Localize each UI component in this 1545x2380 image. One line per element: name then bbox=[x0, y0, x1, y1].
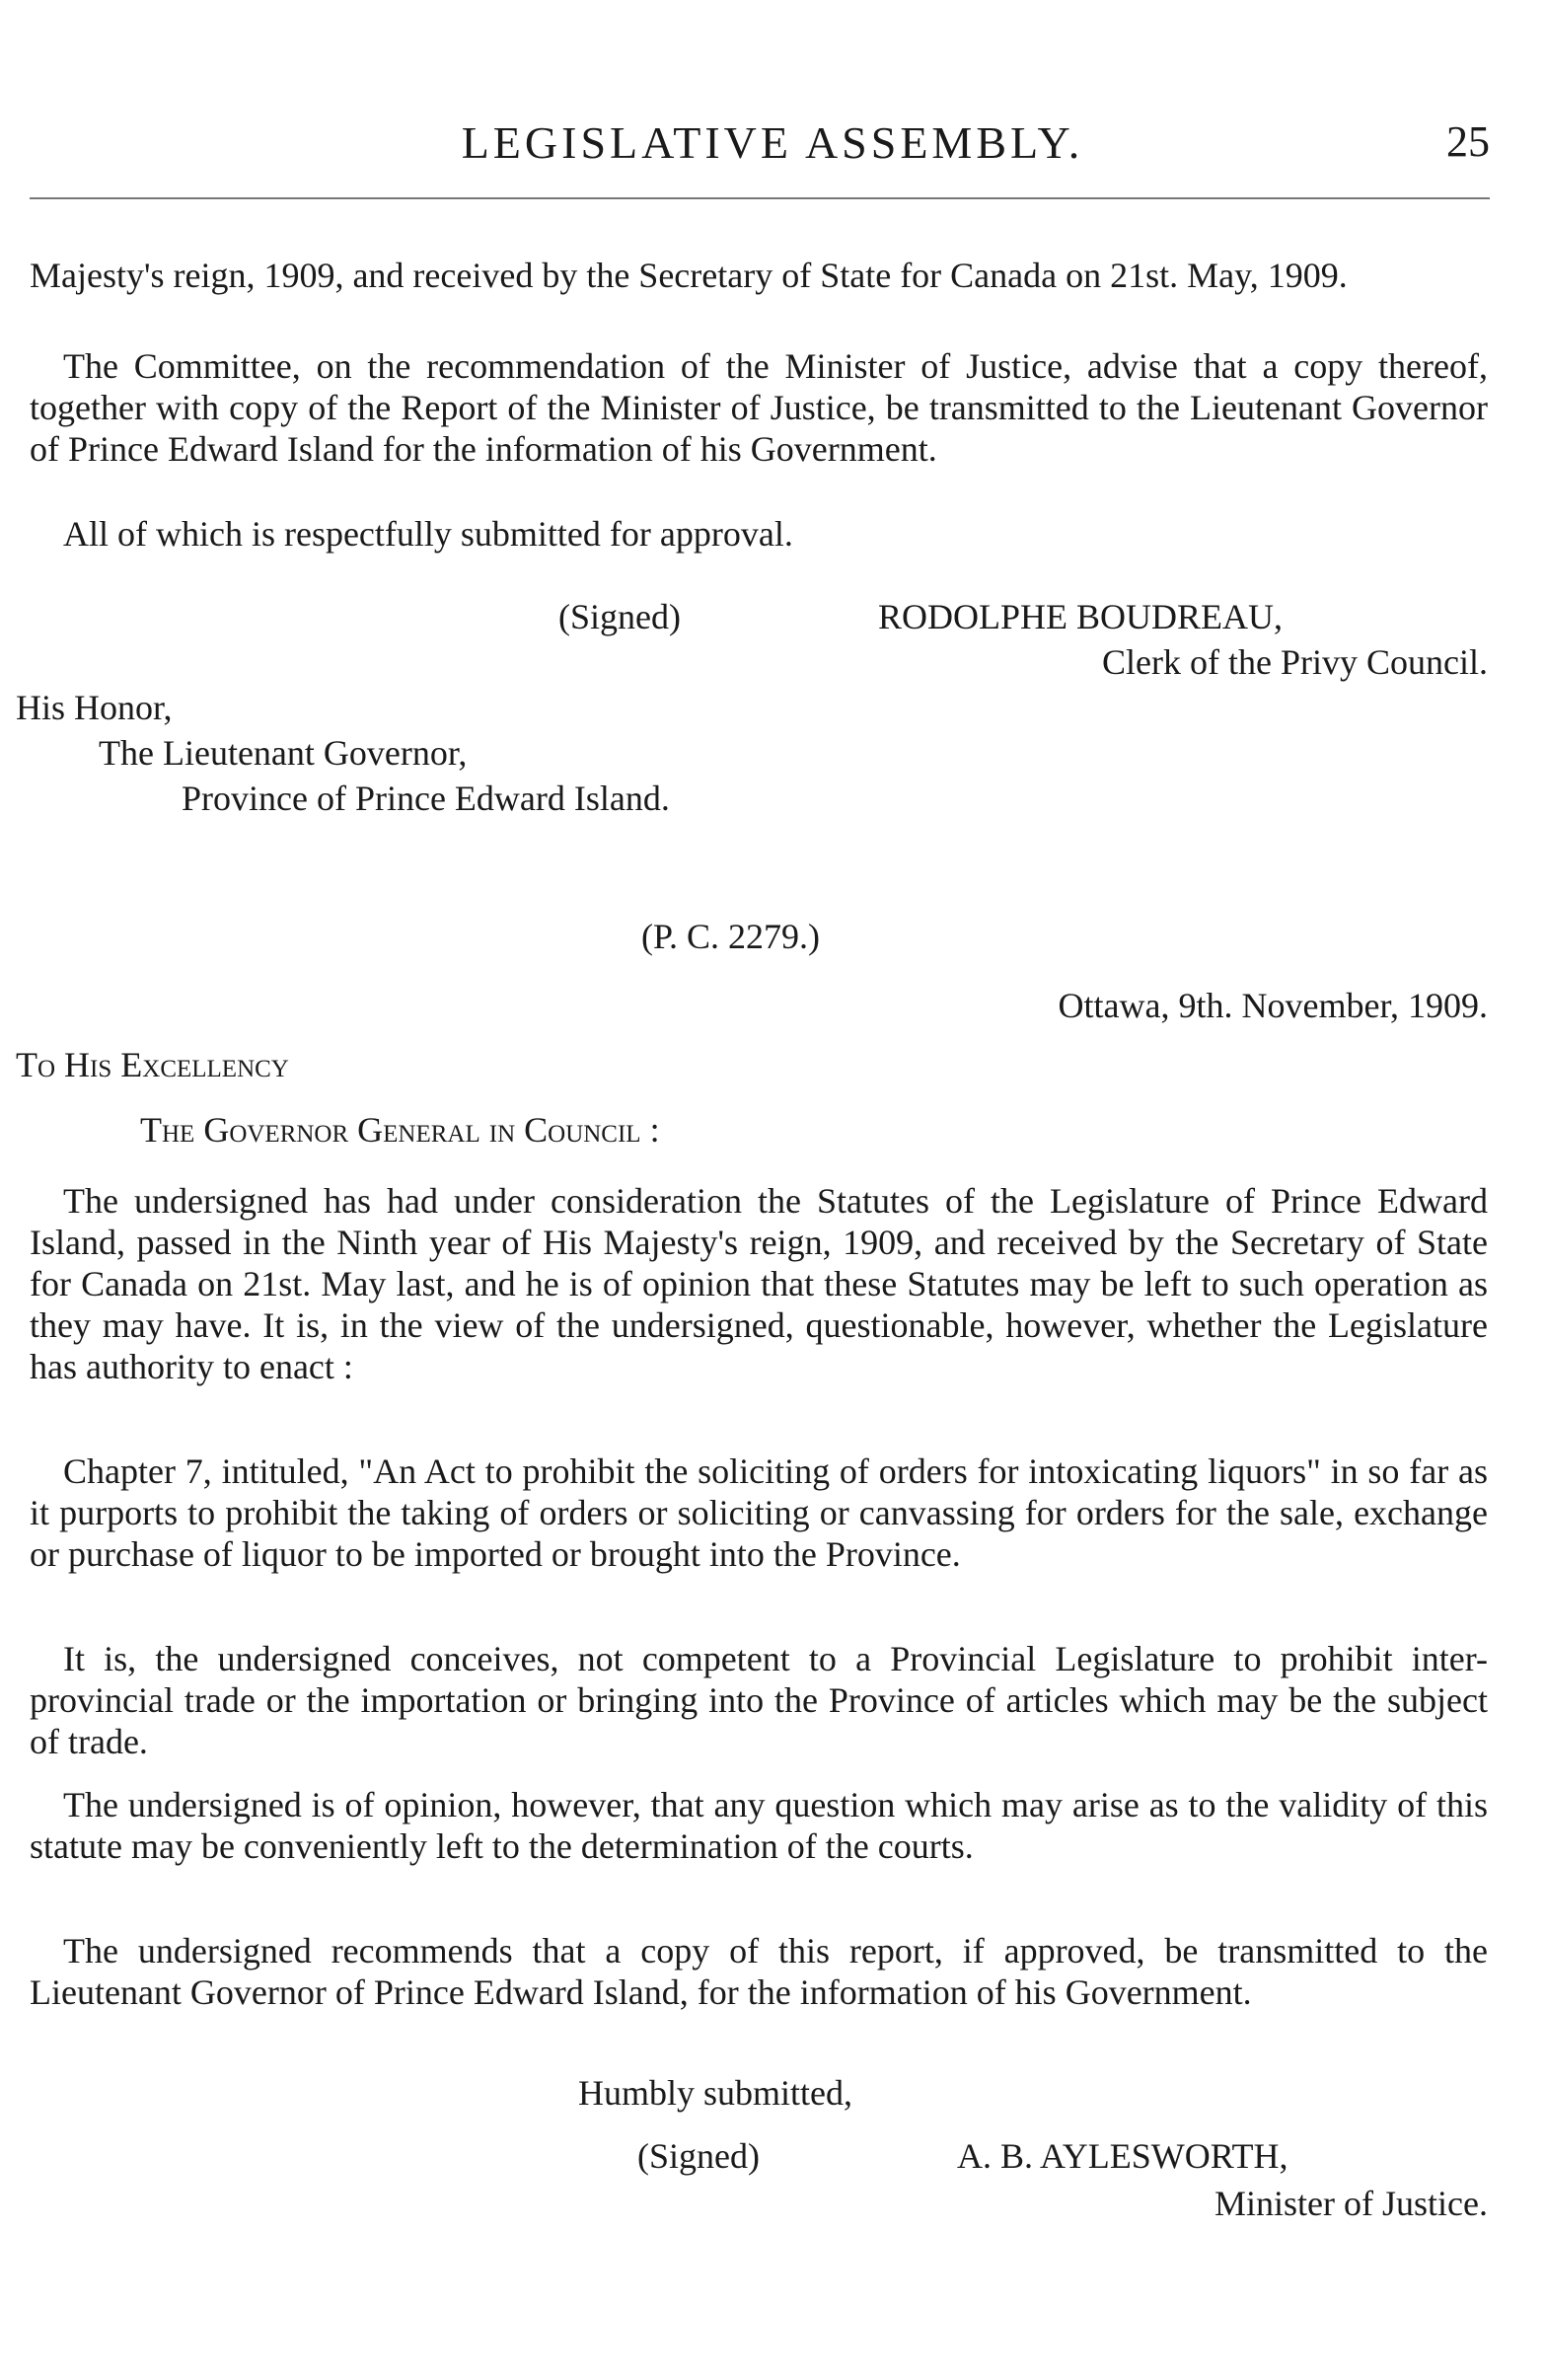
report-paragraph-text: The undersigned is of opinion, however, that any question which may arise as to the validity of this statute may be conveniently left to the determination of the courts. bbox=[30, 1785, 1488, 1866]
closing-text: All of which is respectfully submitted for approval. bbox=[63, 514, 793, 554]
report-paragraph bbox=[30, 1784, 1488, 1867]
signer-name-2: A. B. AYLESWORTH, bbox=[957, 2136, 1288, 2176]
report-paragraph bbox=[30, 1638, 1488, 1762]
signer-title-1: Clerk of the Privy Council. bbox=[1102, 642, 1488, 682]
report-paragraph bbox=[30, 1930, 1488, 2013]
signer-title-2: Minister of Justice. bbox=[1214, 2184, 1488, 2223]
report-paragraph bbox=[30, 1450, 1488, 1575]
report-paragraph-text: The undersigned recommends that a copy of this report, if approved, be transmitted to the Lieutenant Governor of Prince Edward Island, for the information of his Government. bbox=[30, 1931, 1488, 2012]
report-paragraph-text: The undersigned has had under consideration the Statutes of the Legislature of Prince Edward Island, passed in the Ninth year of His Majesty's reign, 1909, and received by the Secretary of State for Canada on 21st. May last, and he is of opinion that these Statutes may be left to such operation as they may have. It is, in the view of the undersigned, questionable, however, whether the Legislature has authority to enact : bbox=[30, 1181, 1488, 1386]
report-reference: (P. C. 2279.) bbox=[641, 917, 821, 956]
signed-label-2: (Signed) bbox=[637, 2136, 760, 2176]
signer-name-1: RODOLPHE BOUDREAU, bbox=[878, 597, 1284, 636]
addressee-line-1: His Honor, bbox=[16, 688, 173, 727]
committee-paragraph bbox=[30, 345, 1488, 470]
place-date: Ottawa, 9th. November, 1909. bbox=[1058, 986, 1488, 1025]
addressee-line-2: The Lieutenant Governor, bbox=[99, 733, 468, 773]
report-paragraph-text: Chapter 7, intituled, "An Act to prohibit the soliciting of orders for intoxicating liquors" in so far as it purports to prohibit the taking of orders or soliciting or canvassing for orders for the sale, exchange or purchase of liquor to be imported or brought into the Province. bbox=[30, 1451, 1488, 1574]
page-number: 25 bbox=[1446, 117, 1490, 166]
salutation-line-1: To His Excellency bbox=[16, 1045, 289, 1084]
report-paragraph-text: It is, the undersigned conceives, not competent to a Provincial Legislature to prohibit inter-provincial trade or the importation or bringing into the Province of articles which may be the subject of trade. bbox=[30, 1639, 1488, 1761]
closing-paragraph bbox=[30, 513, 1488, 555]
continuation-text: Majesty's reign, 1909, and received by the Secretary of State for Canada on 21st. May, 1909. bbox=[30, 256, 1348, 295]
signed-label-1: (Signed) bbox=[558, 597, 681, 636]
report-paragraph bbox=[30, 1180, 1488, 1387]
salutation-line-2: The Governor General in Council : bbox=[140, 1110, 660, 1150]
addressee-line-3: Province of Prince Edward Island. bbox=[182, 779, 670, 818]
running-header: LEGISLATIVE ASSEMBLY. bbox=[461, 117, 1084, 168]
committee-text: The Committee, on the recommendation of the Minister of Justice, advise that a copy thereof, together with copy of the Report of the Minister of Justice, be transmitted to the Lieutenant Governor of Prince Edward Island for the information of his Government. bbox=[30, 346, 1488, 469]
continuation-paragraph bbox=[30, 255, 1488, 296]
humbly-submitted: Humbly submitted, bbox=[578, 2073, 852, 2113]
header-rule bbox=[30, 197, 1490, 199]
